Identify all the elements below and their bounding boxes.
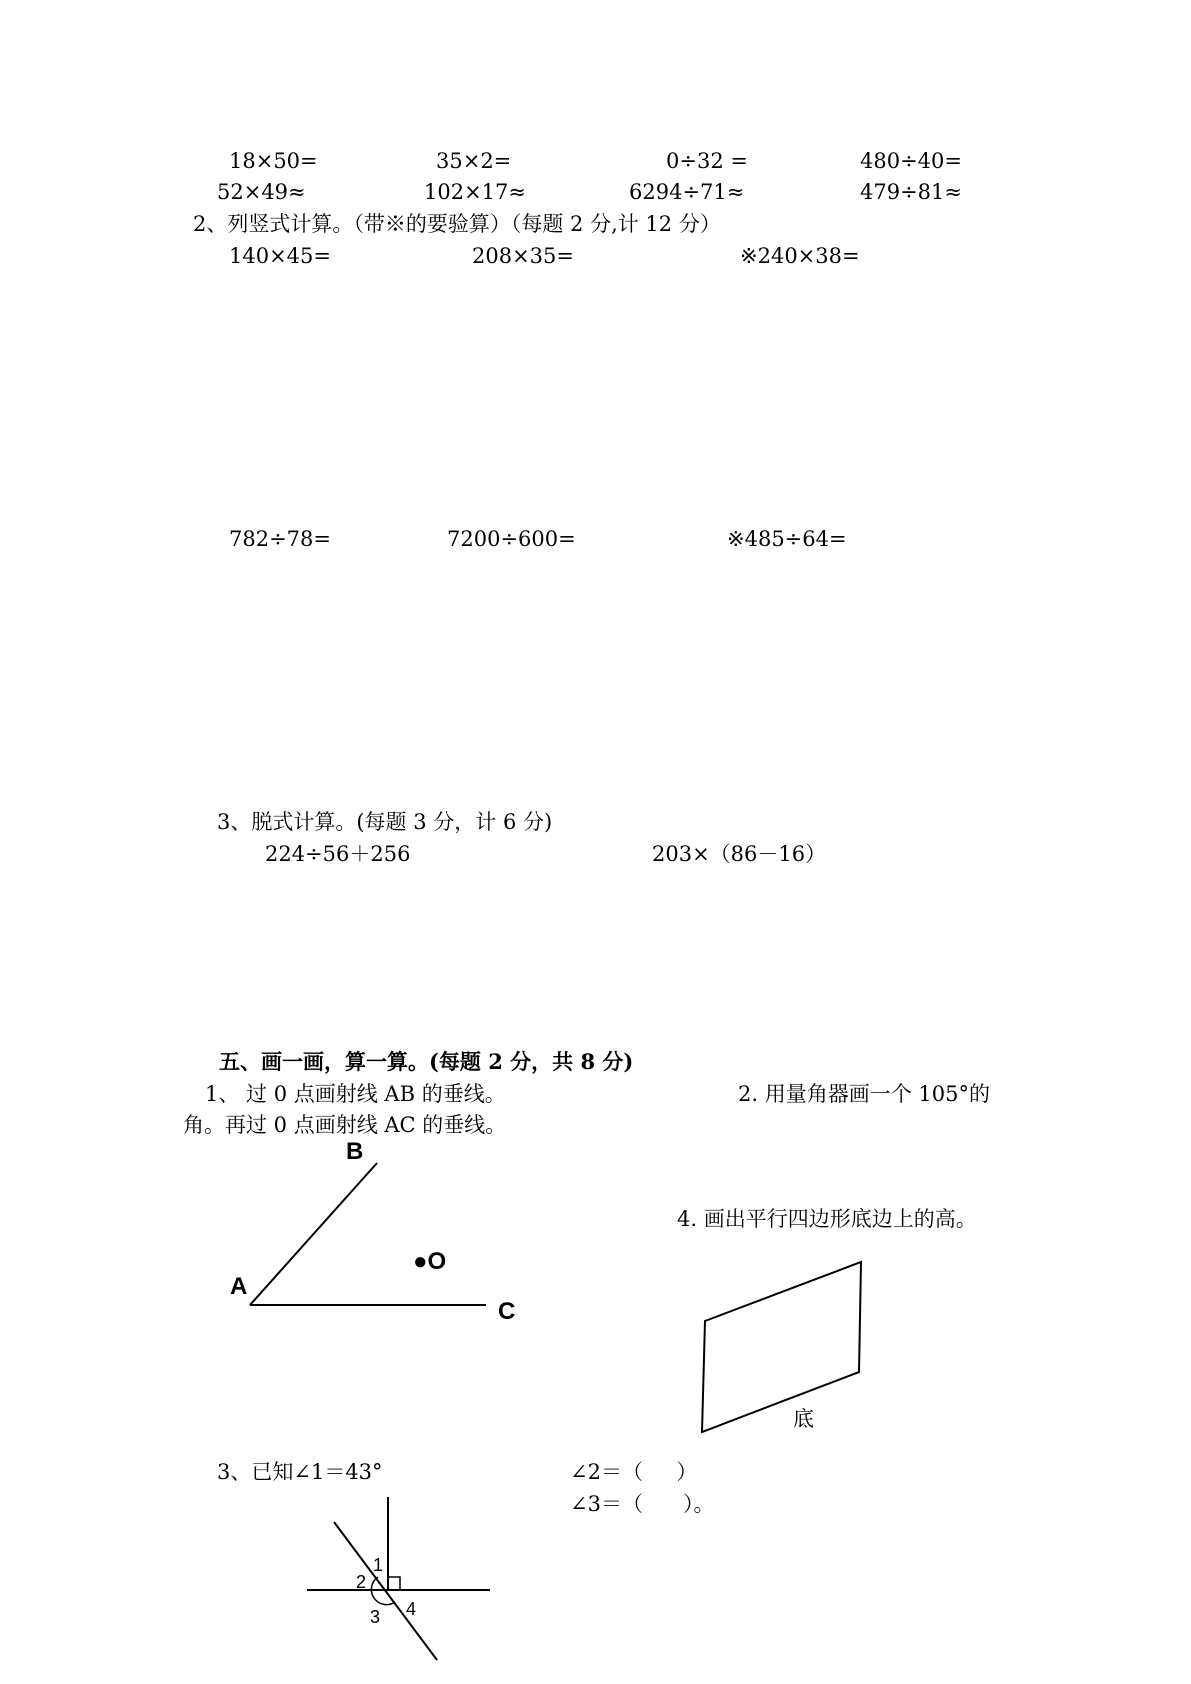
q2-r1-c2: 208×35= xyxy=(472,244,574,268)
q2-r1-c3: ※240×38= xyxy=(740,244,860,268)
label-c: C xyxy=(498,1298,516,1325)
p3-text: 3、已知∠1＝43° xyxy=(217,1460,383,1484)
q2-r2-c2: 7200÷600= xyxy=(447,527,576,551)
angle-label-3: 3 xyxy=(370,1607,381,1627)
parallelogram-base-label: 底 xyxy=(793,1407,814,1431)
angle-label-1: 1 xyxy=(373,1555,384,1575)
oral-r2-c2: 102×17≈ xyxy=(424,180,526,204)
angle-label-4: 4 xyxy=(406,1599,417,1619)
q2-r1-c1: 140×45= xyxy=(229,244,331,268)
oral-r1-c2: 35×2= xyxy=(436,149,512,173)
p4-text: 4. 画出平行四边形底边上的高。 xyxy=(677,1207,977,1231)
label-a: A xyxy=(230,1273,248,1300)
angle3-answer: ∠3＝（ ）。 xyxy=(570,1492,715,1516)
q2-title: 2、列竖式计算。（带※的要验算）（每题 2 分,计 12 分） xyxy=(193,212,721,236)
q3-item-2: 203×（86－16） xyxy=(652,842,827,866)
label-b: B xyxy=(346,1138,364,1165)
q2-r2-c3: ※485÷64= xyxy=(727,527,847,551)
q3-item-1: 224÷56＋256 xyxy=(265,842,411,866)
oral-r2-c3: 6294÷71≈ xyxy=(629,180,745,204)
oral-r2-c4: 479÷81≈ xyxy=(860,180,962,204)
angle-label-2: 2 xyxy=(356,1572,367,1592)
p1-line1: 1、 过 0 点画射线 AB 的垂线。 xyxy=(205,1082,506,1106)
p2-line1: 2. 用量角器画一个 105°的 xyxy=(738,1082,990,1106)
oral-r2-c1: 52×49≈ xyxy=(217,180,306,204)
oral-r1-c3: 0÷32 = xyxy=(666,149,748,173)
label-o: ●O xyxy=(413,1248,447,1275)
right-angle-mark xyxy=(388,1577,400,1590)
angle2-answer: ∠2＝（ ） xyxy=(570,1460,698,1484)
p1-line2: 角。再过 0 点画射线 AC 的垂线。 xyxy=(183,1113,507,1137)
q3-title: 3、脱式计算。(每题 3 分，计 6 分) xyxy=(217,810,553,834)
section5-title: 五、画一画，算一算。(每题 2 分，共 8 分) xyxy=(219,1049,634,1074)
q2-r2-c1: 782÷78= xyxy=(229,527,331,551)
oral-r1-c4: 480÷40= xyxy=(860,149,962,173)
oral-r1-c1: 18×50= xyxy=(229,149,318,173)
